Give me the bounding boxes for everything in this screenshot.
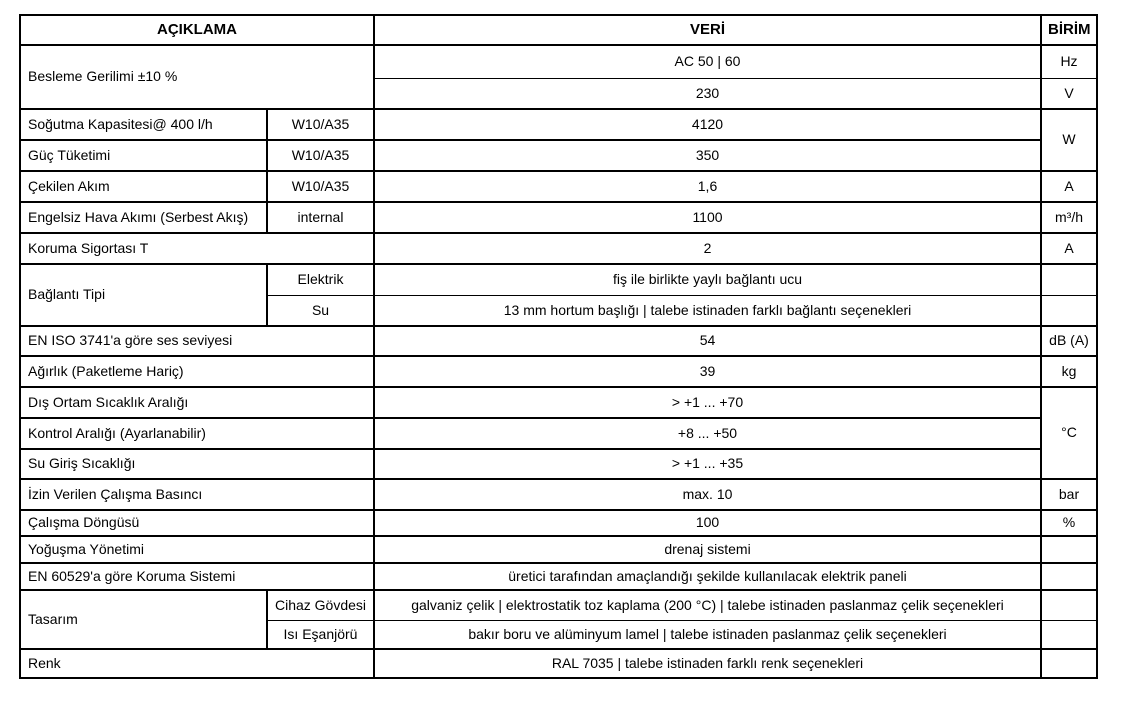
- label-baglanti-tipi: Bağlantı Tipi: [21, 265, 268, 327]
- subtype-cihaz-govdesi: Cihaz Gövdesi: [268, 591, 375, 621]
- row-kontrol-araligi: [21, 419, 1098, 450]
- value-dis-ortam-sicaklik: > +1 ... +70: [375, 388, 1042, 419]
- label-yogusma-yonetimi: Yoğuşma Yönetimi: [21, 537, 375, 564]
- subtype-w10a35-3: W10/A35: [268, 172, 375, 203]
- value-frekans: AC 50 | 60: [375, 46, 1042, 79]
- subtype-internal: internal: [268, 203, 375, 234]
- label-besleme-gerilimi: Besleme Gerilimi ±10 %: [21, 46, 375, 110]
- unit-a-1: A: [1042, 172, 1098, 203]
- unit-empty-2: [1042, 296, 1098, 327]
- spec-table-body: [21, 16, 1098, 679]
- unit-m3h: m³/h: [1042, 203, 1098, 234]
- label-koruma-sistemi: EN 60529'a göre Koruma Sistemi: [21, 564, 375, 591]
- subtype-w10a35-1: W10/A35: [268, 110, 375, 141]
- label-calisma-dongusu: Çalışma Döngüsü: [21, 511, 375, 537]
- value-hava-akimi: 1100: [375, 203, 1042, 234]
- unit-empty-3: [1042, 537, 1098, 564]
- value-agirlik: 39: [375, 357, 1042, 388]
- row-ses-seviyesi: [21, 327, 1098, 357]
- row-calisma-basinci: [21, 480, 1098, 511]
- value-cekilen-akim: 1,6: [375, 172, 1042, 203]
- row-hava-akimi: [21, 203, 1098, 234]
- label-dis-ortam-sicaklik: Dış Ortam Sıcaklık Aralığı: [21, 388, 375, 419]
- label-su-giris-sicakligi: Su Giriş Sıcaklığı: [21, 450, 375, 480]
- row-dis-ortam-sicaklik: [21, 388, 1098, 419]
- value-sogutma-kapasitesi: 4120: [375, 110, 1042, 141]
- label-kontrol-araligi: Kontrol Aralığı (Ayarlanabilir): [21, 419, 375, 450]
- spec-table: [19, 14, 1098, 679]
- unit-dba: dB (A): [1042, 327, 1098, 357]
- row-guc-tuketimi: [21, 141, 1098, 172]
- value-calisma-basinci: max. 10: [375, 480, 1042, 511]
- subtype-isi-esanjoru: Isı Eşanjörü: [268, 621, 375, 650]
- value-baglanti-su: 13 mm hortum başlığı | talebe istinaden farklı bağlantı seçenekleri: [375, 296, 1042, 327]
- label-calisma-basinci: İzin Verilen Çalışma Basıncı: [21, 480, 375, 511]
- value-tasarim-esanjor: bakır boru ve alüminyum lamel | talebe istinaden paslanmaz çelik seçenekleri: [375, 621, 1042, 650]
- label-guc-tuketimi: Güç Tüketimi: [21, 141, 268, 172]
- unit-kg: kg: [1042, 357, 1098, 388]
- unit-empty-5: [1042, 591, 1098, 621]
- value-kontrol-araligi: +8 ... +50: [375, 419, 1042, 450]
- value-baglanti-elektrik: fiş ile birlikte yaylı bağlantı ucu: [375, 265, 1042, 296]
- value-calisma-dongusu: 100: [375, 511, 1042, 537]
- label-renk: Renk: [21, 650, 375, 679]
- col-header-aciklama: AÇIKLAMA: [21, 16, 375, 46]
- label-sogutma-kapasitesi: Soğutma Kapasitesi@ 400 l/h: [21, 110, 268, 141]
- value-renk: RAL 7035 | talebe istinaden farklı renk seçenekleri: [375, 650, 1042, 679]
- subtype-w10a35-2: W10/A35: [268, 141, 375, 172]
- unit-hz: Hz: [1042, 46, 1098, 79]
- value-su-giris-sicakligi: > +1 ... +35: [375, 450, 1042, 480]
- value-tasarim-govde: galvaniz çelik | elektrostatik toz kaplama (200 °C) | talebe istinaden paslanmaz çelik seçenekleri: [375, 591, 1042, 621]
- row-koruma-sigortasi: [21, 234, 1098, 265]
- col-header-veri: VERİ: [375, 16, 1042, 46]
- subtype-elektrik: Elektrik: [268, 265, 375, 296]
- row-yogusma-yonetimi: [21, 537, 1098, 564]
- value-guc-tuketimi: 350: [375, 141, 1042, 172]
- value-voltaj: 230: [375, 79, 1042, 110]
- row-besleme-gerilimi-frekans: [21, 46, 1098, 79]
- row-agirlik: [21, 357, 1098, 388]
- label-agirlik: Ağırlık (Paketleme Hariç): [21, 357, 375, 388]
- unit-percent: %: [1042, 511, 1098, 537]
- subtype-su: Su: [268, 296, 375, 327]
- unit-empty-7: [1042, 650, 1098, 679]
- row-su-giris-sicakligi: [21, 450, 1098, 480]
- value-koruma-sigortasi: 2: [375, 234, 1042, 265]
- row-cekilen-akim: [21, 172, 1098, 203]
- value-koruma-sistemi: üretici tarafından amaçlandığı şekilde kullanılacak elektrik paneli: [375, 564, 1042, 591]
- unit-bar: bar: [1042, 480, 1098, 511]
- row-calisma-dongusu: [21, 511, 1098, 537]
- label-hava-akimi: Engelsiz Hava Akımı (Serbest Akış): [21, 203, 268, 234]
- header-row: [21, 16, 1098, 46]
- row-tasarim-govde: [21, 591, 1098, 621]
- row-baglanti-elektrik: [21, 265, 1098, 296]
- unit-a-2: A: [1042, 234, 1098, 265]
- unit-w: W: [1042, 110, 1098, 172]
- value-yogusma-yonetimi: drenaj sistemi: [375, 537, 1042, 564]
- row-renk: [21, 650, 1098, 679]
- row-sogutma-kapasitesi: [21, 110, 1098, 141]
- value-ses-seviyesi: 54: [375, 327, 1042, 357]
- label-koruma-sigortasi: Koruma Sigortası T: [21, 234, 375, 265]
- label-cekilen-akim: Çekilen Akım: [21, 172, 268, 203]
- label-tasarim: Tasarım: [21, 591, 268, 650]
- row-koruma-sistemi: [21, 564, 1098, 591]
- unit-empty-4: [1042, 564, 1098, 591]
- label-ses-seviyesi: EN ISO 3741'a göre ses seviyesi: [21, 327, 375, 357]
- unit-v: V: [1042, 79, 1098, 110]
- unit-empty-1: [1042, 265, 1098, 296]
- unit-empty-6: [1042, 621, 1098, 650]
- unit-celsius: °C: [1042, 388, 1098, 480]
- col-header-birim: BİRİM: [1042, 16, 1098, 46]
